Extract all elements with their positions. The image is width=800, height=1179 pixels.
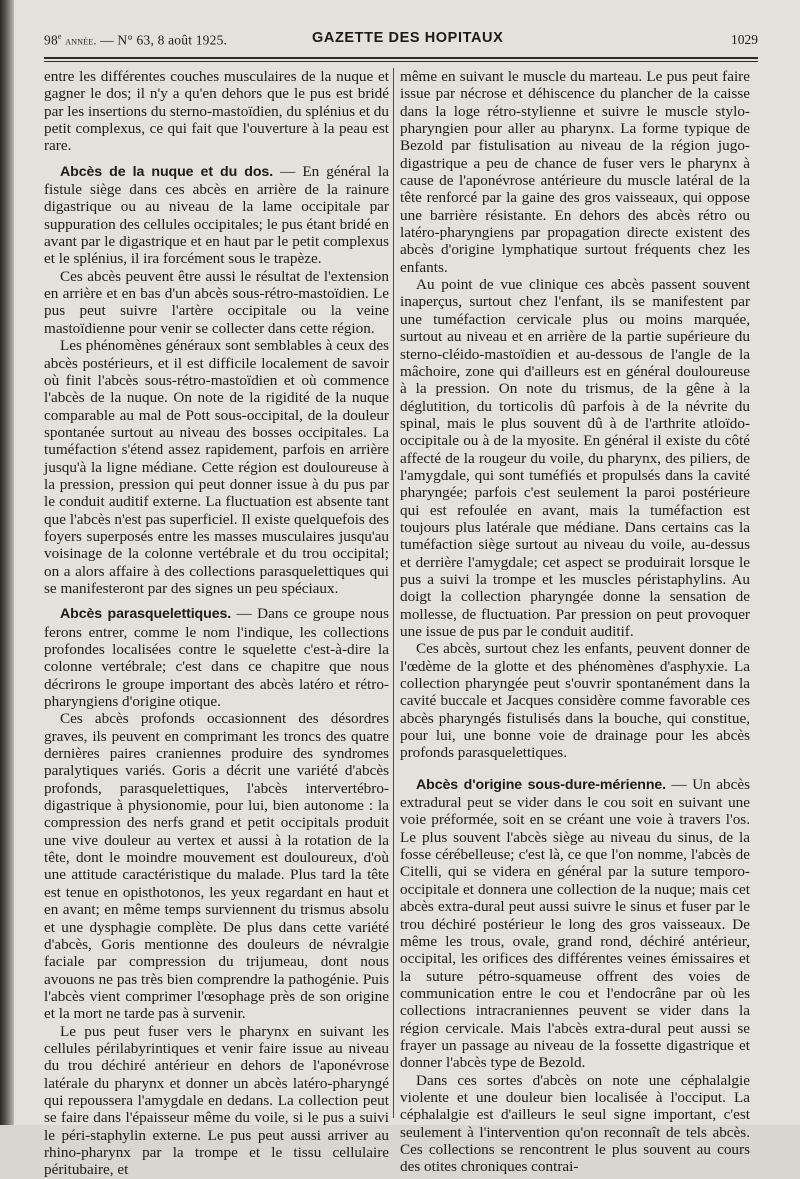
header-rule-thick	[44, 57, 758, 59]
left-column	[44, 68, 389, 1179]
paragraph: même en suivant le muscle du marteau. Le pus peut faire issue par nécrose et déhiscence du plancher de la caisse dans la loge rétro-stylienne et suivre le muscle stylo-pharyngien pour aller au pharynx. La forme typique de Bezold par fistulisation au niveau de la région jugo-digastrique a peu de chance de fuser vers le pharynx à cause de l'aponévrose antérieure du muscle latéral de la tête renforcé par la gaine des gros vaisseaux, qui oppose une barrière résistante. En dehors des abcès rétro ou latéro-pharyngiens par propagation directe existent des abcès d'origine lymphatique surtout fréquents chez les enfants.	[400, 68, 750, 276]
section-heading: Abcès de la nuque et du dos.	[60, 163, 274, 180]
header-dash: —	[100, 32, 114, 48]
section-body: — Dans ce groupe nous ferons entrer, comme le nom l'indique, les collections profondes localisées contre le squelette c'est-à-dire la colonne vertébrale; c'est dans ce chapitre que nous décrirons le groupe important des abcès latéro et rétro-pharyngiens d'origine otique.	[44, 605, 389, 711]
year-label: année.	[65, 33, 97, 48]
section-paragraph	[400, 776, 750, 1072]
paragraph: Ces abcès, surtout chez les enfants, peuvent donner de l'œdème de la glotte et des phénomènes d'asphyxie. La collection pharyngée peut s'ouvrir spontanément dans la cavité buccale et Jacques considère comme favorable ces abcès pharyngés fistulisés dans la bouche, qui constitue, pour lui, une bonne voie de drainage pour les abcès profonds parasquelettiques.	[400, 640, 750, 762]
section-body: — En général la fistule siège dans ces abcès en arrière de la rainure digastrique ou au niveau de la lame occipitale par suppuration des cellules occipitales; le pus étant bridé en avant par le digastrique et en haut par le petit complexus et le splénius, il ira forcément sous le trapèze.	[44, 162, 389, 268]
paragraph: Les phénomènes généraux sont semblables à ceux des abcès postérieurs, et il est difficile localement de savoir où finit l'abcès sous-rétro-mastoïdien et où commence l'abcès de la nuque. On note de la rigidité de la nuque comparable au mal de Pott sous-occipital, de la douleur spontanée surtout au niveau des bosses occipitales. La tuméfaction s'étend assez rapidement, parfois en arrière jusqu'à la ligne médiane. Cette région est douloureuse à la pression, pression qui peut donner issue à du pus par le conduit auditif externe. La fluctuation est absente tant que l'abcès n'est pas superficiel. Il existe quelquefois des foyers superposés entre les masses musculaires jusqu'au voisinage de la colonne vertébrale et du trou occipital; on a alors affaire à des collections parasquelettiques qui se manifesteront par des signes un peu spéciaux.	[44, 337, 389, 597]
paragraph: Ces abcès profonds occasionnent des désordres graves, ils peuvent en comprimant les troncs des quatre dernières paires craniennes produire des syndromes paralytiques variés. Goris a décrit une variété d'abcès profonds, parasquelettiques, l'abcès intervertébro-digastrique à physionomie, pour lui, bien autonome : la compression des nerfs grand et petit occipitals produit une vive douleur au vertex et aussi à la rotation de la tête, dont le moindre mouvement est douloureux, d'où une attitude caractéristique du malade. Plus tard la tête est tenue en opisthotonos, les yeux regardant en haut et en avant; en même temps surviennent du trismus absolu et une dysphagie complète. De plus dans cette variété d'abcès, Goris mentionne des douleurs de névralgie faciale par compression du trijumeau, dont nous avouons ne pas très bien comprendre la pathogénie. Puis l'abcès vient comprimer l'œsophage près de son origine et la mort ne tarde pas à survenir.	[44, 710, 389, 1023]
journal-title: GAZETTE DES HOPITAUX	[312, 30, 504, 46]
column-divider	[393, 68, 394, 1118]
page-number: 1029	[731, 32, 758, 47]
section-paragraph	[44, 605, 389, 710]
right-column	[400, 68, 750, 1176]
paragraph: Au point de vue clinique ces abcès passent souvent inaperçus, surtout chez l'enfant, ils se manifestent par une tuméfaction cervicale plus ou moins marquée, surtout au niveau et en arrière de la partie supérieure du sterno-cléido-mastoïdien et au-dessous de l'angle de la mâchoire, zone qui d'ailleurs est en général douloureuse à la pression. On note du trismus, de la gêne à la déglutition, du torticolis dû parfois à de la névrite du spinal, mais le plus souvent dû à de l'arthrite atloïdo-occipitale ou à de la myosite. En général il existe du côté affecté de la rougeur du voile, du pharynx, des piliers, de l'amygdale, qui sont tuméfiés et propulsés dans la cavité pharyngée; parfois c'est seulement la paroi postérieure qui est refoulée en avant, mais la tuméfaction est toujours plus latérale que médiane. Dans certains cas la tuméfaction siège surtout au niveau du voile, au-dessus et derrière l'amygdale; cet aspect se produirait lorsque le pus a suivi la trompe et les muscles péristaphylins. Au doigt la collection pharyngée donne la sensation de mollesse, de fluctuation. Par pression on peut provoquer une issue de pus par le conduit auditif.	[400, 276, 750, 640]
section-heading: Abcès parasquelettiques.	[60, 606, 232, 623]
section-body: — Un abcès extradural peut se vider dans le cou soit en suivant une voie préformée, soit en se créant une voie à travers l'os. Le plus souvent l'abcès siège au niveau du sinus, de la fosse cérébelleuse; c'est là, ce que l'on nomme, l'abcès de Citelli, qui se videra en général par la suture temporo-occipitale et donnera une collection de la nuque; mais cet abcès extra-dural peut aussi suivre le sinus et fuser par le trou déchiré postérieur le long des gros vaisseaux. De même les trous, ovale, grand rond, déchiré antérieur, occipital, les orifices des différentes veines émissaires et la suture pétro-squameuse offrent des voies de communication entre le cou et l'endocrâne par où les collections intracraniennes peuvent se vider dans la région cervicale. Mais l'abcès extra-dural peut aussi se frayer un passage au niveau de la fossette digastrique et donner l'abcès type de Bezold.	[400, 775, 750, 1072]
number-date: N° 63, 8 août 1925.	[117, 32, 228, 48]
binding-edge	[0, 0, 14, 1125]
section-heading: Abcès d'origine sous-dure-mérienne.	[416, 776, 667, 793]
issue-suffix: e	[57, 32, 62, 41]
paragraph: Le pus peut fuser vers le pharynx en suivant les cellules périlabyrintiques et venir faire issue au niveau du trou déchiré antérieur en dehors de l'aponévrose latérale du pharynx et donner un abcès latéro-pharyngé qui repoussera l'amygdale en dedans. La collection peut se faire dans l'épaisseur même du voile, si le pus a suivi le péri-staphylin externe. Le pus peut aussi arriver au rhino-pharynx par la trompe et le tissu cellulaire péritubaire, et	[44, 1022, 389, 1179]
header-rule-thin	[44, 61, 758, 62]
paragraph: entre les différentes couches musculaires de la nuque et gagner le dos; il n'y a qu'en dehors que le pus est bridé par les insertions du sterno-mastoïdien, du splénius et du petit complexus, ce qui fait que l'ouverture à la peau est rare.	[44, 68, 389, 155]
issue-number: 98	[44, 32, 58, 48]
page-header	[44, 30, 758, 52]
section-paragraph	[44, 163, 389, 268]
paragraph: Dans ces sortes d'abcès on note une céphalalgie violente et une douleur bien localisée à l'occiput. La céphalalgie est d'ailleurs le seul signe important, c'est seulement à l'intervention qu'on reconnaît de tels abcès. Ces collections se rencontrent le plus souvent au cours des otites chroniques contrai-	[400, 1071, 750, 1176]
issue-info	[44, 32, 227, 49]
paragraph: Ces abcès peuvent être aussi le résultat de l'extension en arrière et en bas d'un abcès sous-rétro-mastoïdien. Le pus peut suivre l'artère occipitale ou la veine mastoïdienne pour venir se collecter dans cette région.	[44, 267, 389, 337]
